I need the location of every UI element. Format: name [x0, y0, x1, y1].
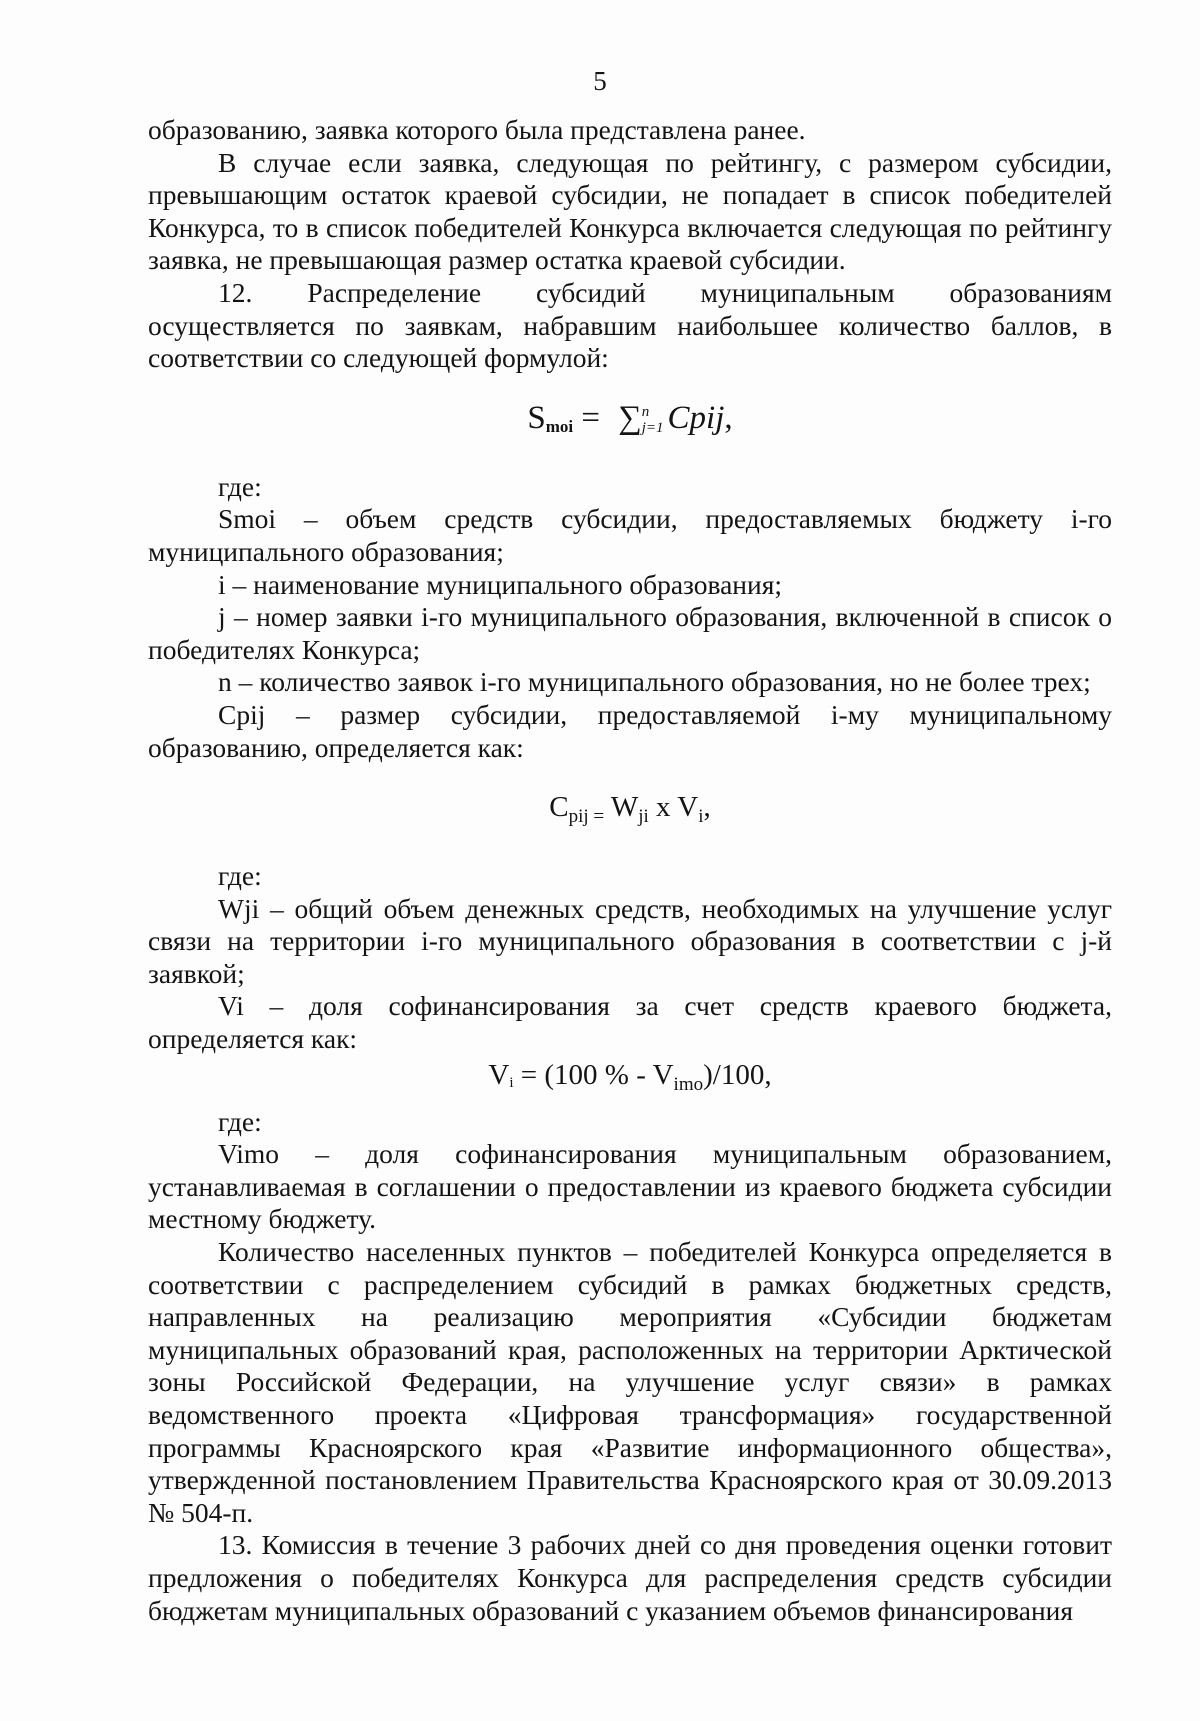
paragraph-continuation: образованию, заявка которого была представлена ранее.	[148, 114, 806, 145]
formula-smoi: Smoi = ∑n j=1 Cpij,	[527, 399, 733, 437]
definition-j: j – номер заявки i-го муниципального образования, включенной в список о победителях Конкурса;	[148, 601, 1112, 665]
definition-smoi: Smoi – объем средств субсидии, предоставляемых бюджету i-го муниципального образования;	[148, 503, 1112, 567]
definition-vi: Vi – доля софинансирования за счет средств краевого бюджета, определяется как:	[148, 990, 1112, 1055]
definition-cpij: Cpij – размер субсидии, предоставляемой i-му муниципальному образованию, определяется как:	[148, 698, 1112, 763]
page-number: 5	[593, 66, 607, 96]
document-body	[148, 114, 1112, 1627]
definition-vimo: Vimo – доля софинансирования муниципальным образованием, устанавливаемая в соглашении о предоставлении из краевого бюджета субсидии местному бюджету.	[148, 1138, 1112, 1235]
label-where-3: где:	[218, 1105, 262, 1137]
definition-n: n – количество заявок i-го муниципального образования, но не более трех;	[218, 666, 1091, 698]
paragraph-13: 13. Комиссия в течение 3 рабочих дней со дня проведения оценки готовит предложения о победителях Конкурса для распределения средств субсидии бюджетам муниципальных образований с указанием объемов финансирования	[148, 1529, 1112, 1626]
paragraph-settlements-count: Количество населенных пунктов – победителей Конкурса определяется в соответствии с распределением субсидий в рамках бюджетных средств, направленных на реализацию мероприятия «Субсидии бюджетам муниципальных образований края, расположенных на территории Арктической зоны Российской Федерации, на улучшение услуг связи» в рамках ведомственного проекта «Цифровая трансформация» государственной программы Красноярского края «Развитие информационного общества», утвержденной постановлением Правительства Красноярского края от 30.09.2013 № 504-п.	[148, 1236, 1112, 1528]
paragraph-12: 12. Распределение субсидий муниципальным образованиям осуществляется по заявкам, набравшим наибольшее количество баллов, в соответствии со следующей формулой:	[148, 276, 1112, 374]
formula-cpij: $C_{pij =}$ $W_{ji}$ x $V_i$,	[549, 790, 711, 827]
definition-wji: Wji – общий объем денежных средств, необходимых на улучшение услуг связи на территории i-го муниципального образования в соответствии с j-й заявкой;	[148, 892, 1112, 989]
formula-vi: Vi = (100 % - $V_{imo})/100$,	[488, 1059, 772, 1096]
definition-i: i – наименование муниципального образования;	[218, 568, 783, 600]
label-where-2: где:	[218, 860, 262, 892]
paragraph-rating-rule: В случае если заявка, следующая по рейтингу, с размером субсидии, превышающим остаток краевой субсидии, не попадает в список победителей Конкурса, то в список победителей Конкурса включается следующая по рейтингу заявка, не превышающая размер остатка краевой субсидии.	[148, 146, 1112, 276]
label-where-1: где:	[218, 470, 262, 502]
